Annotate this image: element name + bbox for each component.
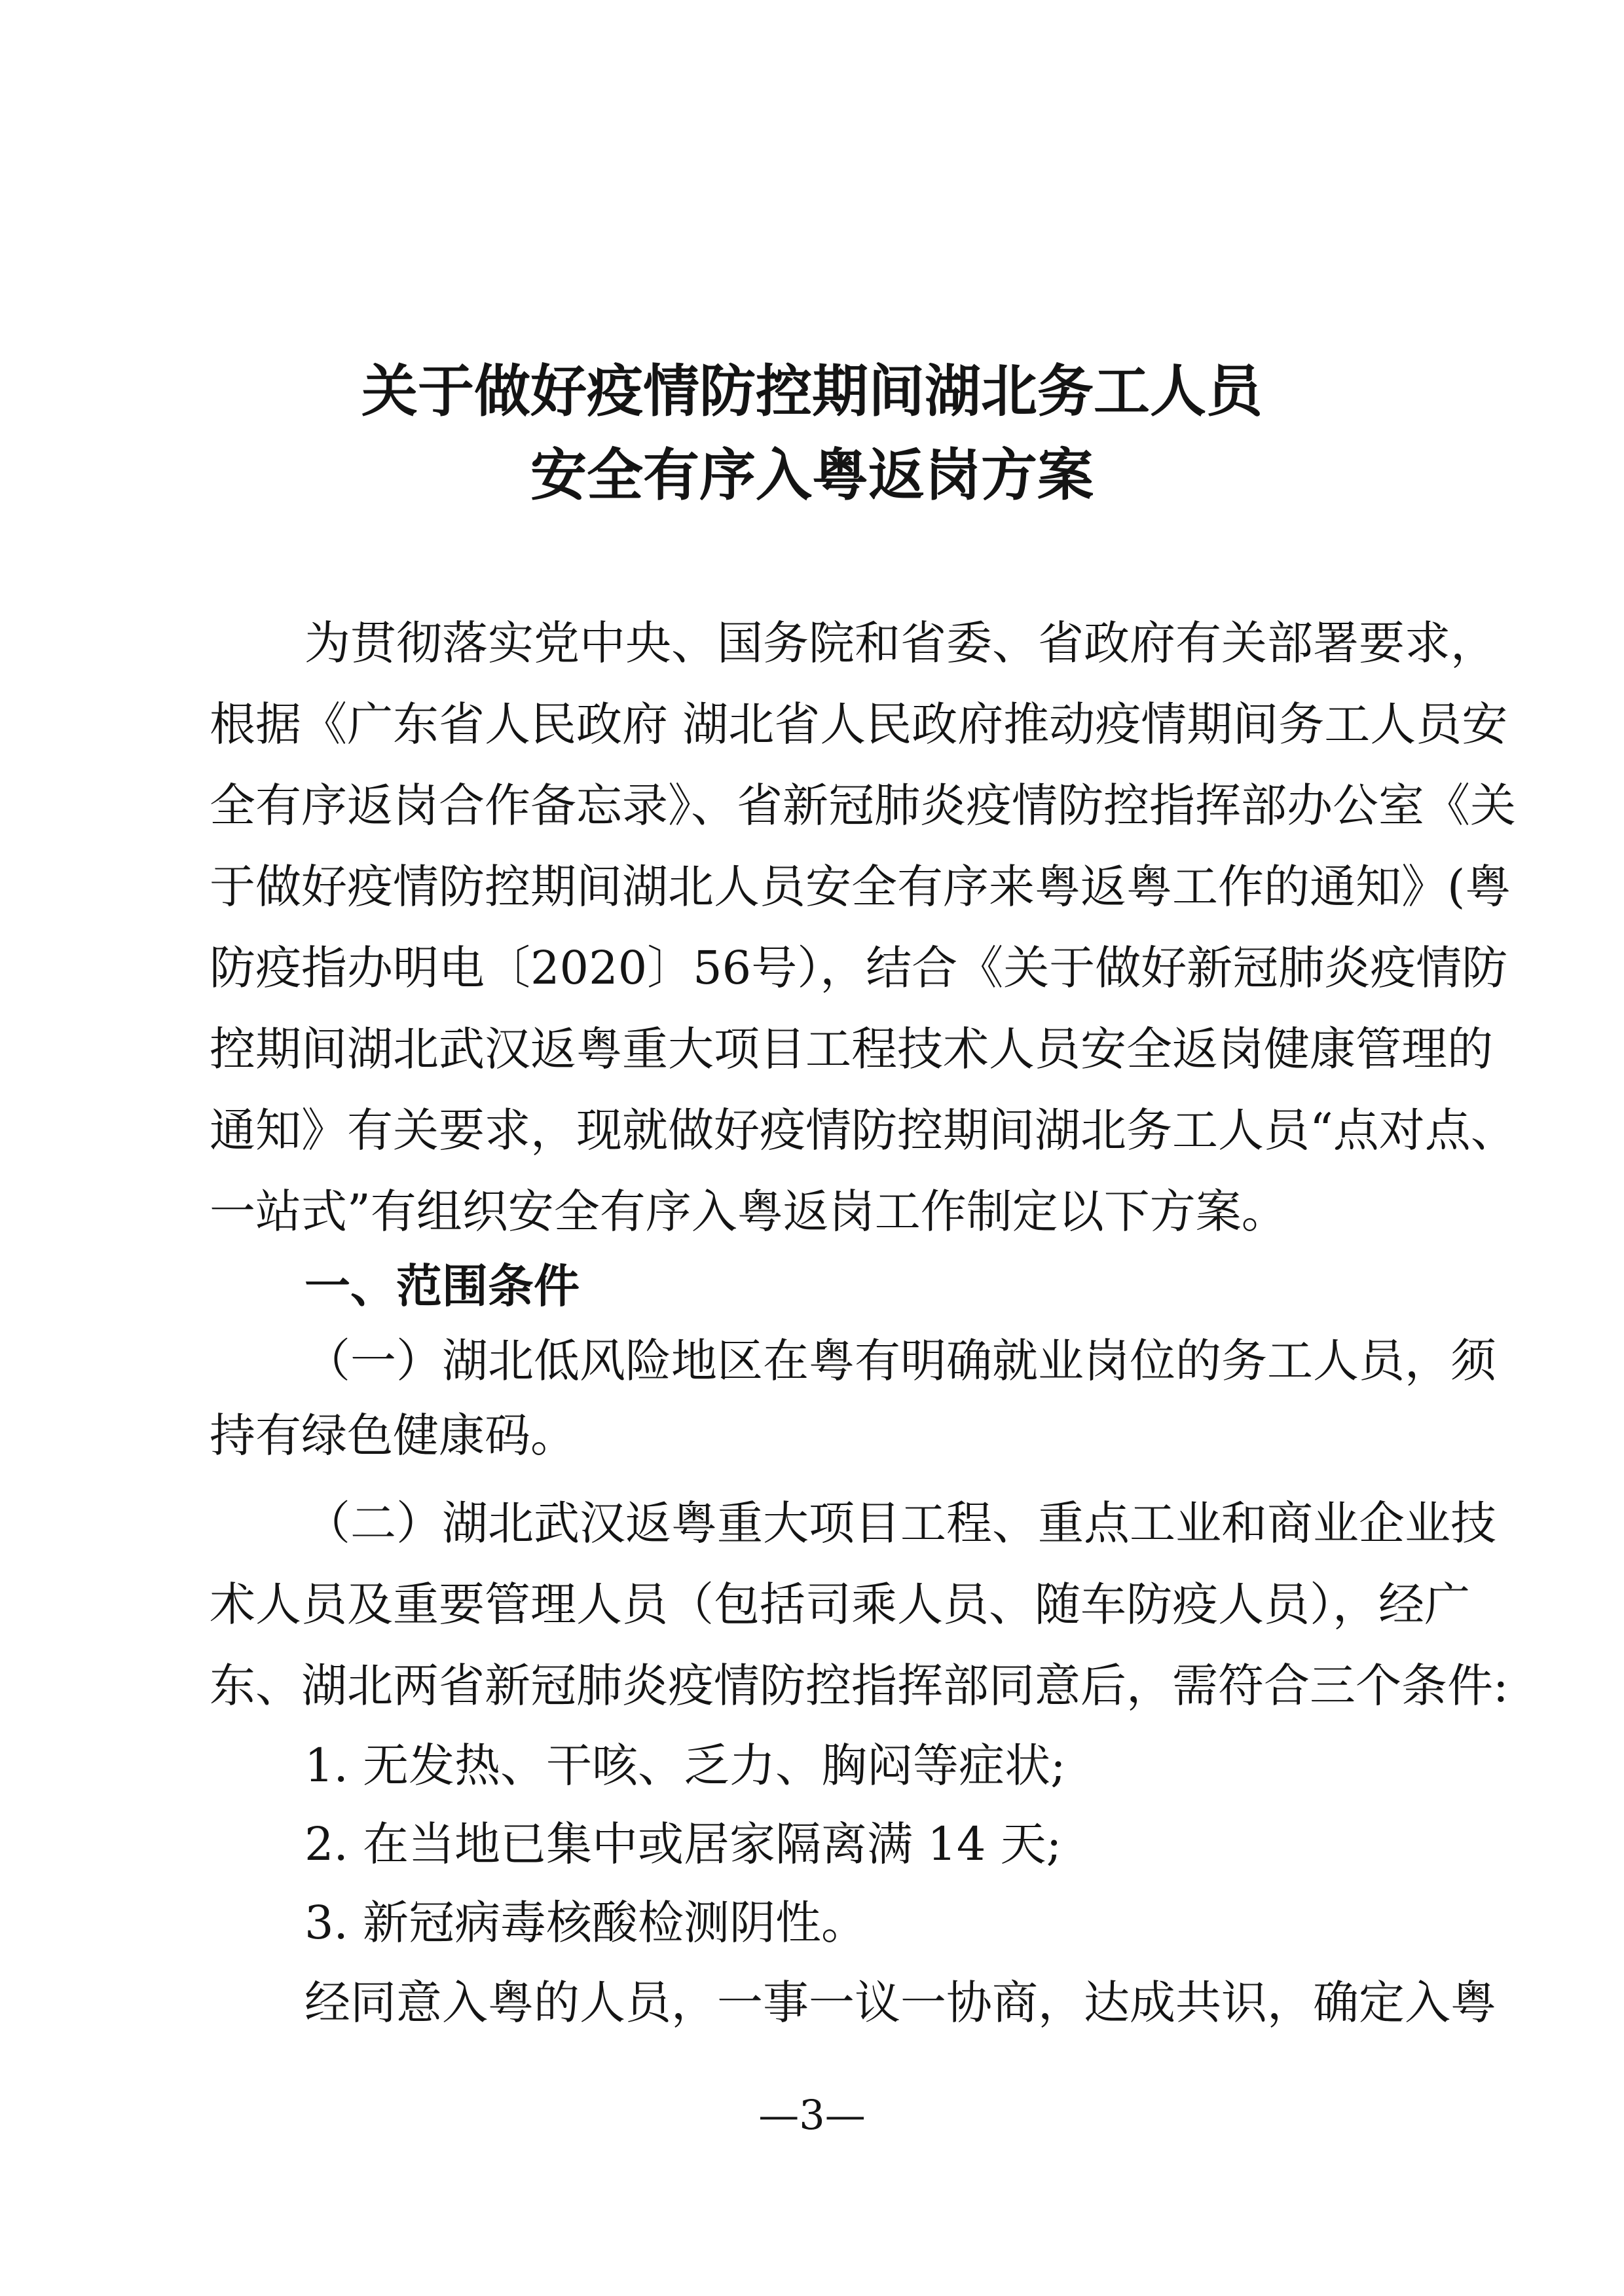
- item-line: 东、湖北两省新冠肺炎疫情防控指挥部同意后，需符合三个条件:: [210, 1659, 1509, 1713]
- intro-line: 根据《广东省人民政府 湖北省人民政府推动疫情期间务工人员安: [210, 697, 1508, 751]
- document-title-line-2: 安全有序入粤返岗方案: [530, 443, 1094, 508]
- item-line: （一）湖北低风险地区在粤有明确就业岗位的务工人员，须: [304, 1334, 1496, 1388]
- intro-line: 控期间湖北武汉返粤重大项目工程技术人员安全返岗健康管理的: [210, 1022, 1493, 1076]
- intro-line: 为贯彻落实党中央、国务院和省委、省政府有关部署要求，: [304, 616, 1496, 670]
- section-heading: 一、范围条件: [304, 1259, 580, 1313]
- intro-line: 于做好疫情防控期间湖北人员安全有序来粤返粤工作的通知》(粤: [210, 860, 1511, 914]
- condition-item: 2. 在当地已集中或居家隔离满 14 天;: [304, 1817, 1062, 1871]
- intro-line: 通知》有关要求，现就做好疫情防控期间湖北务工人员“点对点、: [210, 1103, 1517, 1157]
- intro-line: 防疫指办明电〔2020〕56号），结合《关于做好新冠肺炎疫情防: [210, 941, 1508, 995]
- page-number: —3—: [758, 2091, 866, 2139]
- intro-line: 一站式”有组织安全有序入粤返岗工作制定以下方案。: [210, 1185, 1287, 1238]
- condition-item: 3. 新冠病毒核酸检测阴性。: [304, 1896, 868, 1950]
- closing-line: 经同意入粤的人员，一事一议一协商，达成共识，确定入粤: [304, 1976, 1496, 2029]
- document-title-line-1: 关于做好疫情防控期间湖北务工人员: [361, 359, 1263, 424]
- condition-item: 1. 无发热、干咳、乏力、胸闷等症状;: [304, 1739, 1066, 1792]
- item-line: （二）湖北武汉返粤重大项目工程、重点工业和商业企业技: [304, 1496, 1496, 1550]
- item-line: 持有绿色健康码。: [210, 1409, 576, 1462]
- intro-line: 全有序返岗合作备忘录》、省新冠肺炎疫情防控指挥部办公室《关: [210, 779, 1516, 832]
- item-line: 术人员及重要管理人员（包括司乘人员、随车防疫人员），经广: [210, 1578, 1470, 1631]
